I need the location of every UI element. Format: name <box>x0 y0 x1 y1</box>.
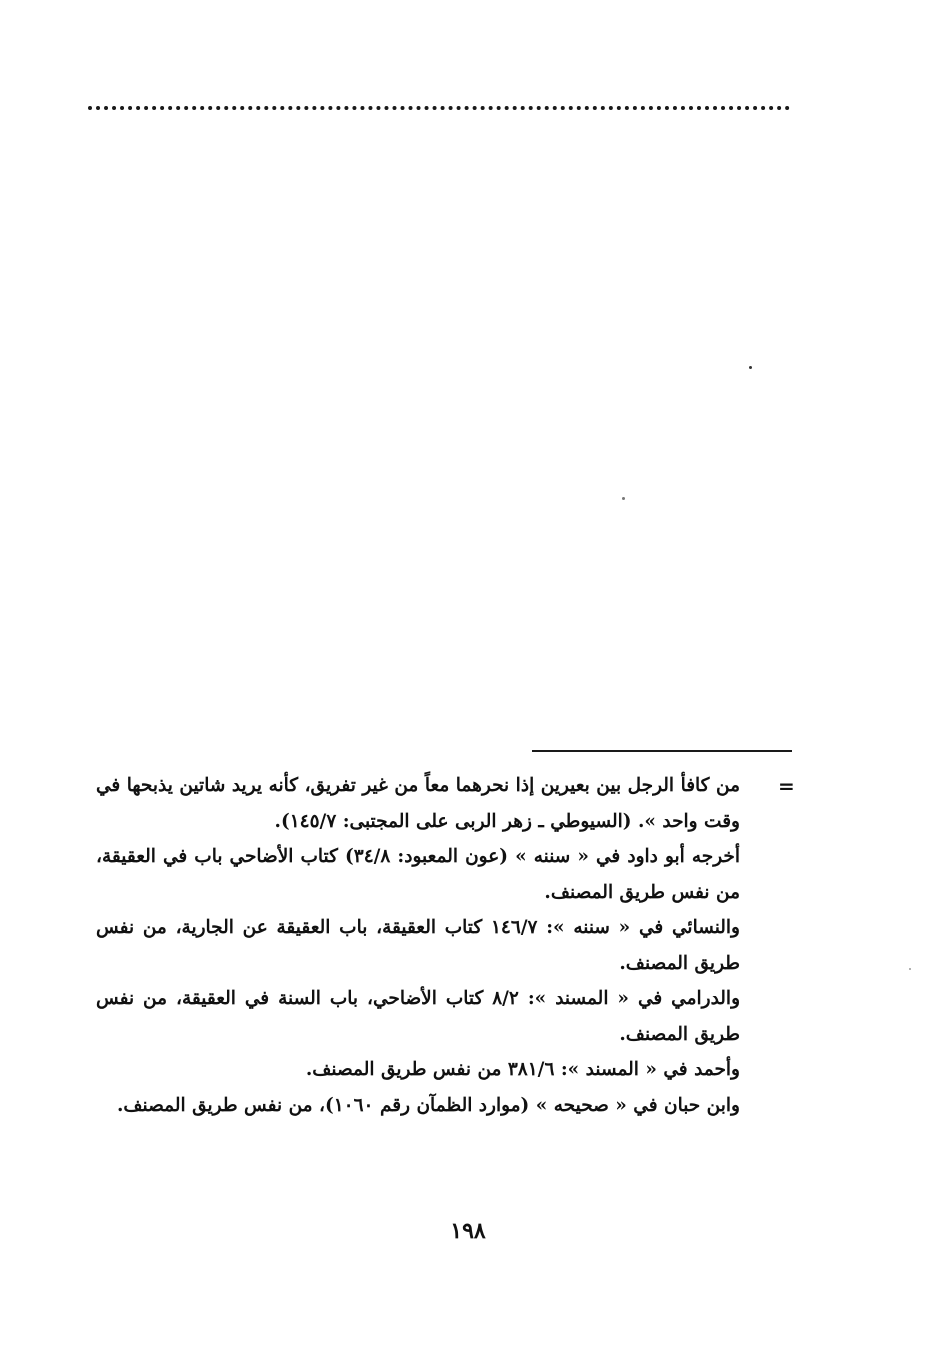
dotted-header-rule <box>88 106 790 110</box>
footnote-separator <box>532 750 792 752</box>
footnote-paragraph: من كافأ الرجل بين بعيرين إذا نحرهما معاً من غير تفريق، كأنه يريد شاتين يذبحها في وقت واحد ». (السيوطي ـ زهر الربى على المجتبى: ١٤٥/٧). <box>96 775 740 832</box>
footnote-paragraph: وأحمد في « المسند »: ٣٨١/٦ من نفس طريق المصنف. <box>305 1059 740 1080</box>
page-number: ١٩٨ <box>450 1218 486 1244</box>
footnote-paragraph: والنسائي في « سننه »: ١٤٦/٧ كتاب العقيقة، باب العقيقة عن الجارية، من نفس طريق المصنف. <box>96 917 740 974</box>
footnote-paragraph: وابن حبان في « صحيحه » (موارد الظمآن رقم ١٠٦٠)، من نفس طريق المصنف. <box>116 1094 740 1116</box>
scan-speck <box>909 968 911 970</box>
footnotes-block <box>96 768 740 1123</box>
footnote-paragraph: أخرجه أبو داود في « سننه » (عون المعبود: ٣٤/٨) كتاب الأضاحي باب في العقيقة، من نفس طريق المصنف. <box>96 846 740 903</box>
continuation-mark: = <box>778 774 795 798</box>
scan-speck <box>749 366 752 369</box>
footnote-paragraph: والدرامي في « المسند »: ٨/٢ كتاب الأضاحي، باب السنة في العقيقة، من نفس طريق المصنف. <box>96 988 740 1045</box>
scan-speck <box>622 497 625 500</box>
